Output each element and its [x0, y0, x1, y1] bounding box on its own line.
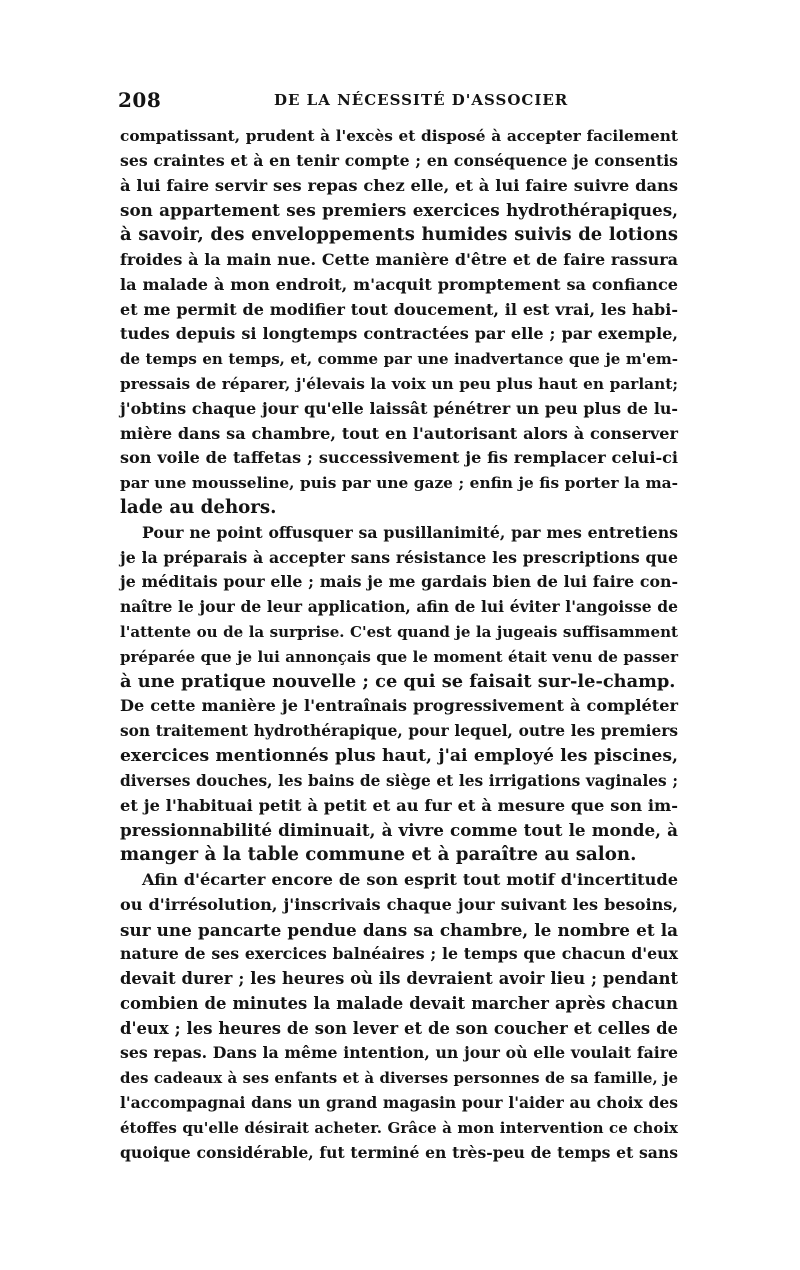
text-line: nature de ses exercices balnéaires ; le temps que chacun d'eux	[120, 944, 678, 964]
text-line: froides à la main nue. Cette manière d'être et de faire rassura	[120, 249, 678, 269]
text-line: De cette manière je l'entraînais progressivement à compléter	[120, 696, 678, 716]
body-text	[120, 124, 678, 1165]
text-line: diverses douches, les bains de siège et les irrigations vaginales ;	[120, 771, 678, 790]
text-line: à une pratique nouvelle ; ce qui se faisait sur-le-champ.	[120, 670, 676, 692]
text-line: par une mousseline, puis par une gaze ; enfin je fis porter la ma-	[120, 474, 678, 493]
text-line: son appartement ses premiers exercices hydrothérapiques,	[120, 200, 678, 221]
text-line: à lui faire servir ses repas chez elle, et à lui faire suivre dans	[120, 175, 678, 195]
text-line: son voile de taffetas ; successivement je fis remplacer celui-ci	[120, 448, 678, 468]
text-line: j'obtins chaque jour qu'elle laissât pénétrer un peu plus de lu-	[120, 398, 678, 418]
text-line: préparée que je lui annonçais que le moment était venu de passer	[120, 647, 678, 666]
text-line: exercices mentionnés plus haut, j'ai employé les piscines,	[120, 745, 678, 766]
text-line: la malade à mon endroit, m'acquit promptement sa confiance	[120, 274, 678, 294]
text-line: tudes depuis si longtemps contractées par elle ; par exemple,	[120, 324, 678, 344]
text-line: et je l'habituai petit à petit et au fur et à mesure que son im-	[120, 795, 678, 815]
text-line: naître le jour de leur application, afin de lui éviter l'angoisse de	[120, 597, 678, 617]
text-line: ses craintes et à en tenir compte ; en conséquence je consentis	[120, 150, 678, 170]
text-line: pressionnabilité diminuait, à vivre comme tout le monde, à	[120, 820, 678, 841]
text-line: combien de minutes la malade devait marcher après chacun	[120, 993, 678, 1013]
text-line: pressais de réparer, j'élevais la voix un peu plus haut en parlant;	[120, 374, 678, 393]
text-line: et me permit de modifier tout doucement, il est vrai, les habi-	[120, 299, 678, 319]
running-header	[118, 88, 678, 116]
text-line: compatissant, prudent à l'excès et disposé à accepter facilement	[120, 127, 678, 145]
text-line: étoffes qu'elle désirait acheter. Grâce à mon intervention ce choix	[120, 1118, 678, 1137]
text-line: d'eux ; les heures de son lever et de son coucher et celles de	[120, 1018, 678, 1038]
text-line: de temps en temps, et, comme par une inadvertance que je m'em-	[120, 350, 678, 369]
paragraph-start-line: Pour ne point offusquer sa pusillanimité, par mes entretiens	[142, 522, 678, 542]
text-line: l'attente ou de la surprise. C'est quand je la jugeais suffisamment	[120, 622, 678, 641]
running-title: DE LA NÉCESSITÉ D'ASSOCIER	[274, 91, 569, 109]
text-line: à savoir, des enveloppements humides suivis de lotions	[120, 224, 678, 246]
text-line: sur une pancarte pendue dans sa chambre, le nombre et la	[120, 919, 678, 940]
paragraph-end-line: manger à la table commune et à paraître au salon.	[120, 844, 637, 866]
text-line: l'accompagnai dans un grand magasin pour l'aider au choix des	[120, 1093, 678, 1113]
text-line: mière dans sa chambre, tout en l'autorisant alors à conserver	[120, 423, 678, 443]
text-line: quoique considérable, fut terminé en très-peu de temps et sans	[120, 1142, 678, 1162]
text-line: devait durer ; les heures où ils devraient avoir lieu ; pendant	[120, 969, 678, 989]
text-line: des cadeaux à ses enfants et à diverses personnes de sa famille, je	[120, 1069, 678, 1088]
page-number: 208	[118, 88, 162, 112]
paragraph-end-line: lade au dehors.	[120, 496, 277, 518]
paragraph-start-line: Afin d'écarter encore de son esprit tout motif d'incertitude	[142, 869, 678, 889]
text-line: je la préparais à accepter sans résistance les prescriptions que	[120, 547, 678, 567]
text-line: ses repas. Dans la même intention, un jour où elle voulait faire	[120, 1043, 678, 1063]
text-line: ou d'irrésolution, j'inscrivais chaque jour suivant les besoins,	[120, 894, 678, 914]
text-line: je méditais pour elle ; mais je me gardais bien de lui faire con-	[120, 572, 678, 592]
text-line: son traitement hydrothérapique, pour lequel, outre les premiers	[120, 722, 678, 741]
